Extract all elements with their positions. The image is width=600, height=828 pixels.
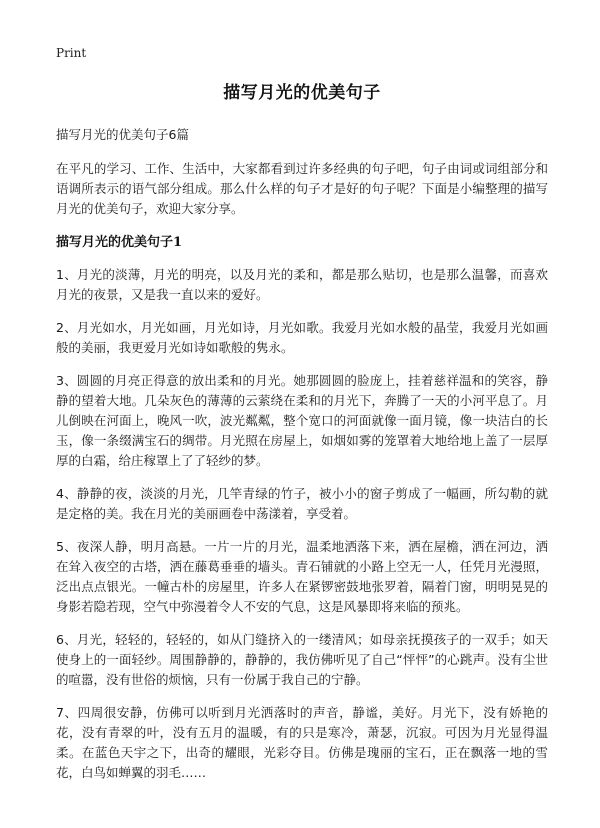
sentence-item: 2、月光如水，月光如画，月光如诗，月光如歌。我爱月光如水般的晶莹，我爱月光如画般的美丽，我更爱月光如诗如歌般的隽永。	[56, 320, 548, 355]
document-body	[56, 74, 548, 796]
intro-paragraph: 在平凡的学习、工作、生活中，大家都看到过许多经典的句子吧，句子由词或词组部分和语调所表示的语气部分组成。那么什么样的句子才是好的句子呢？下面是小编整理的描写月光的优美句子，欢迎大家分享。	[56, 161, 548, 216]
sentence-item: 6、月光，轻轻的，轻轻的，如从门缝挤入的一缕清风；如母亲抚摸孩子的一双手；如天使身上的一面轻纱。周围静静的，静静的，我仿佛听见了自己“怦怦”的心跳声。没有尘世的喧嚣，没有世俗的烦恼，只有一份属于我自己的宁静。	[56, 632, 548, 687]
sentence-item: 3、圆圆的月亮正得意的放出柔和的月光。她那圆圆的脸庞上，挂着慈祥温和的笑容，静静的望着大地。几朵灰色的薄薄的云萦绕在柔和的月光下，奔腾了一天的小河平息了。月儿倒映在河面上，晚风一吹，波光粼粼，整个宽口的河面就像一面月镜，像一块洁白的长玉，像一条缀满宝石的绸带。月光照在房屋上，如烟如雾的笼罩着大地给地上盖了一层厚厚的白霜，给庄稼罩上了了轻纱的梦。	[56, 373, 548, 468]
sentence-item: 1、月光的淡薄，月光的明亮，以及月光的柔和，都是那么贴切，也是那么温馨，而喜欢月光的夜景，又是我一直以来的爱好。	[56, 267, 548, 302]
sentence-item: 4、静静的夜，淡淡的月光，几竿青绿的竹子，被小小的窗子剪成了一幅画，所勾勒的就是定格的美。我在月光的美丽画卷中荡漾着，享受着。	[56, 486, 548, 521]
section-heading: 描写月光的优美句子1	[56, 235, 183, 250]
sentence-item: 7、四周很安静，仿佛可以听到月光洒落时的声音，静谧，美好。月光下，没有娇艳的花，没有青翠的叶，没有五月的温暖，有的只是寒冷，萧瑟，沉寂。可因为月光显得温柔。在蓝色天宇之下，出奇的耀眼，光彩夺目。仿佛是瑰丽的宝石，正在飘落一地的雪花，白鸟如蝉翼的羽毛……	[56, 705, 548, 780]
page-title: 描写月光的优美句子	[223, 83, 381, 103]
document-subtitle: 描写月光的优美句子6篇	[56, 127, 189, 142]
print-link[interactable]: Print	[56, 46, 87, 60]
sentence-item: 5、夜深人静，明月高悬。一片一片的月光，温柔地洒落下来，洒在屋檐，洒在河边，洒在耸入夜空的古塔，洒在藤葛垂垂的墙头。青石铺就的小路上空无一人，任凭月光漫照，泛出点点银光。一幢古朴的房屋里，许多人在紧锣密鼓地张罗着，隔着门窗，明明晃晃的身影若隐若现，空气中弥漫着令人不安的气息，这是风暴即将来临的预兆。	[56, 539, 548, 614]
